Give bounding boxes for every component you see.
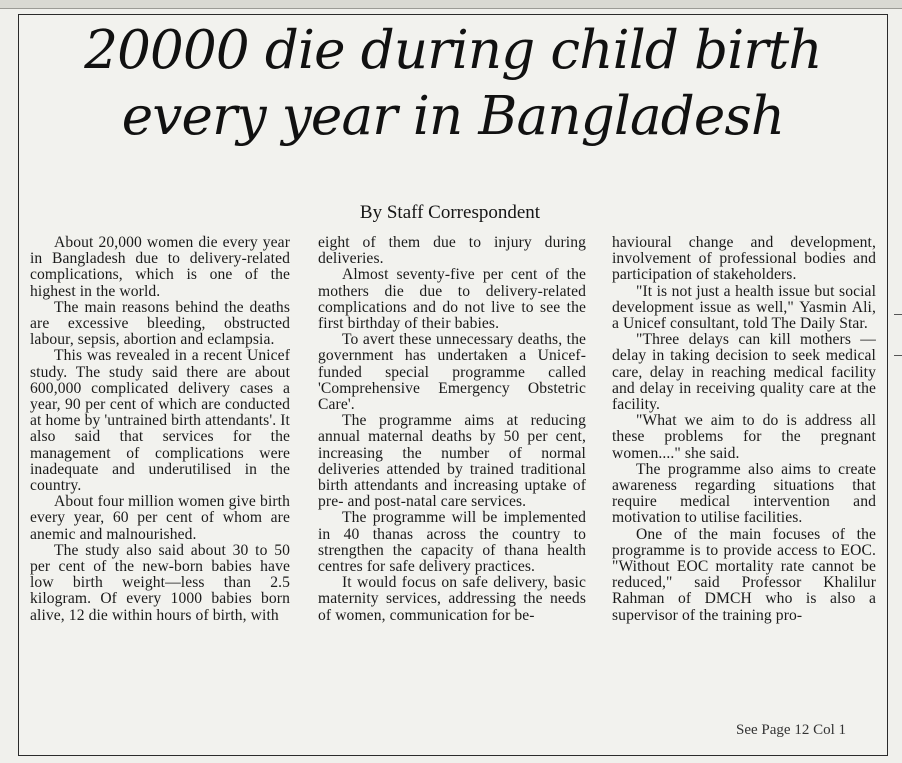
paragraph: To avert these unnecessary deaths, the government has undertaken a Unicef-funded special programme called 'Comprehensive Emergency Obstetric Care'. (318, 331, 586, 414)
article-column-1 (30, 235, 290, 745)
paragraph: "What we aim to do is address all these problems for the pregnant women...." she said. (612, 412, 876, 462)
top-cut-strip (0, 0, 902, 9)
right-margin-scrap (894, 314, 902, 356)
paragraph: Almost seventy-five per cent of the mothers die due to delivery-related complications and do not live to see the first birthday of their babies. (318, 266, 586, 333)
paragraph: It would focus on safe delivery, basic maternity services, addressing the needs of women, communication for be- (318, 574, 586, 624)
headline-line-1: 20000 die during child birth (84, 20, 822, 81)
paragraph: About four million women give birth every year, 60 per cent of whom are anemic and malnourished. (30, 493, 290, 543)
paragraph: havioural change and development, involvement of professional bodies and participation of stakeholders. (612, 235, 876, 284)
byline: By Staff Correspondent (359, 202, 541, 223)
article-column-3 (612, 235, 876, 745)
paragraph: The programme aims at reducing annual maternal deaths by 50 per cent, increasing the number of normal deliveries attended by trained traditional birth attendants and increasing uptake of pre- and post-natal care services. (318, 412, 586, 511)
paragraph: About 20,000 women die every year in Bangladesh due to delivery-related complications, which is one of the highest in the world. (30, 235, 290, 300)
paragraph: The programme also aims to create awareness regarding situations that require medical intervention and motivation to utilise facilities. (612, 460, 876, 527)
left-margin-scrap (0, 30, 14, 150)
paragraph: This was revealed in a recent Unicef study. The study said there are about 600,000 complicated delivery cases a year, 90 per cent of which are conducted at home by 'untrained birth attendants'. It also said that services for the management of complications were inadequate and underutilised in the country. (30, 347, 290, 495)
paragraph: The main reasons behind the deaths are excessive bleeding, obstructed labour, sepsis, abortion and eclampsia. (30, 298, 290, 349)
headline-line-2: every year in Bangladesh (121, 86, 785, 147)
paragraph: The study also said about 30 to 50 per cent of the new-born babies have low birth weight—less than 2.5 kilogram. Of every 1000 babies born alive, 12 die within hours of birth, with (30, 541, 290, 624)
paragraph: "It is not just a health issue but social development issue as well," Yasmin Ali, a Unicef consultant, told The Daily Star. (612, 282, 876, 333)
paragraph: eight of them due to injury during deliveries. (318, 235, 586, 268)
paragraph: One of the main focuses of the programme is to provide access to EOC. "Without EOC mortality rate cannot be reduced," said Professor Khalilur Rahman of DMCH who is also a supervisor of the training pro- (612, 525, 876, 624)
article-column-2 (318, 235, 586, 745)
headline (28, 18, 878, 150)
paragraph: "Three delays can kill mothers — delay in taking decision to seek medical care, delay in reaching medical facility and delay in receiving quality care at the facility. (612, 331, 876, 414)
paragraph: The programme will be implemented in 40 thanas across the country to strengthen the capacity of thana health centres for safe delivery practices. (318, 509, 586, 576)
continuation-jump-line: See Page 12 Col 1 (736, 722, 846, 738)
